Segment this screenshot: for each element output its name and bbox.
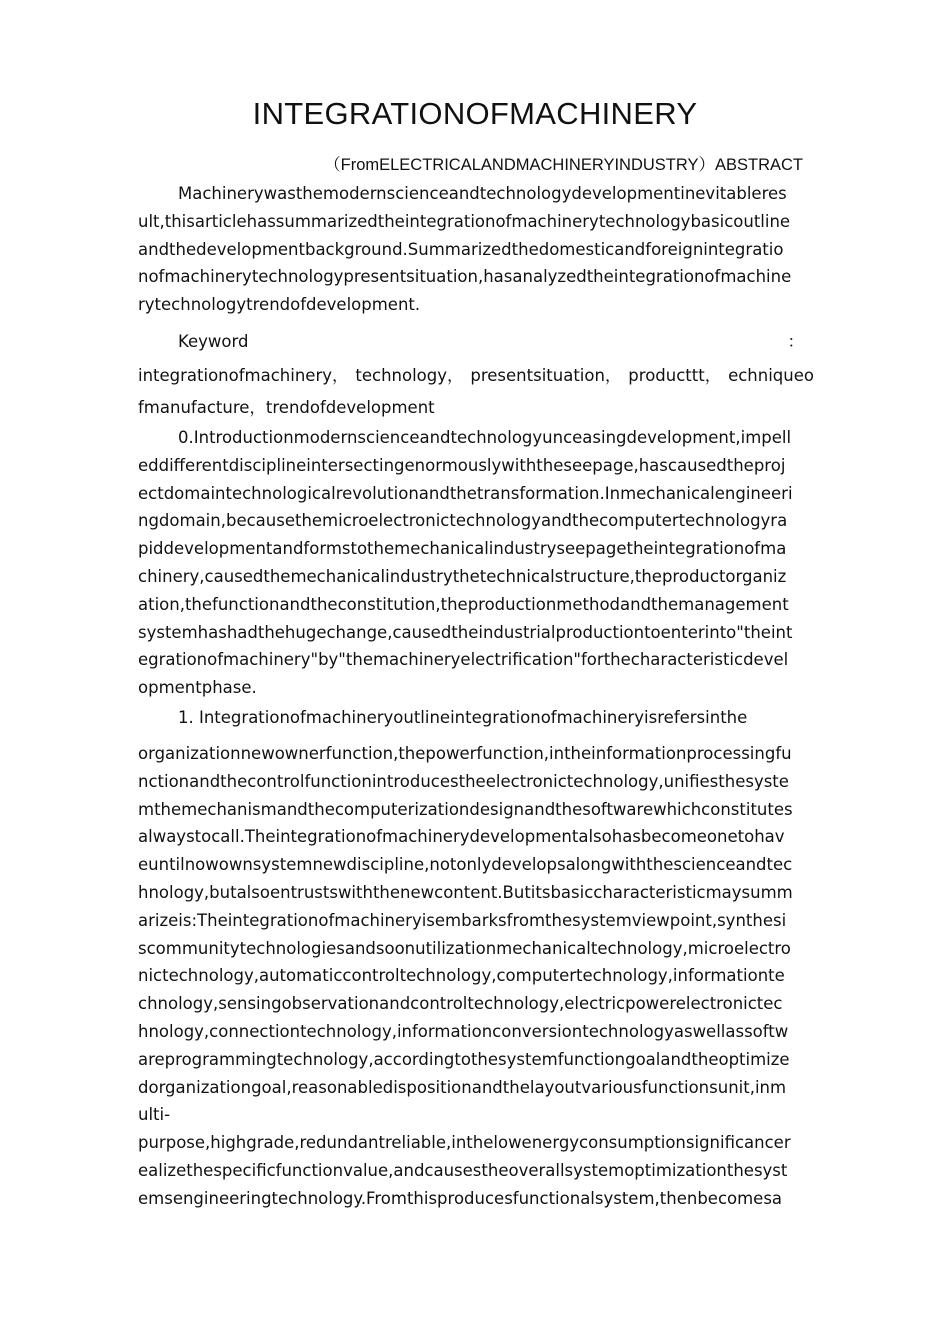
intro-line: systemhashadthehugechange,causedtheindustrialproductiontoenterinto"theint — [138, 622, 793, 642]
intro-line: egrationofmachinery"by"themachineryelectrification"forthecharacteristicdevel — [138, 650, 789, 670]
section-line: hnology,butalsoentrustswiththenewcontent.Butitsbasiccharacteristicmaysumm — [138, 882, 793, 902]
section-1-paragraph — [138, 740, 814, 1213]
keyword-item: presentsituation， — [470, 366, 622, 385]
abstract-line: rytechnologytrendofdevelopment. — [138, 295, 421, 315]
section-line: mthemechanismandthecomputerizationdesignandthesoftwarewhichconstitutes — [138, 799, 793, 819]
section-line: nctionandthecontrolfunctionintroducestheelectronictechnology,unifiesthesyste — [138, 771, 789, 791]
section-line: scommunitytechnologiesandsoonutilizationmechanicaltechnology,microelectro — [138, 938, 791, 958]
abstract-line: nofmachinerytechnologypresentsituation,hasanalyzedtheintegrationofmachine — [138, 267, 792, 287]
keyword-line — [138, 360, 814, 392]
keyword-label: Keyword — [178, 332, 249, 351]
section-line: hnology,connectiontechnology,informationconversiontechnologyaswellassoftw — [138, 1021, 789, 1041]
section-line: areprogrammingtechnology,accordingtothesystemfunctiongoalandtheoptimize — [138, 1049, 790, 1069]
abstract-line: andthedevelopmentbackground.Summarizedthedomesticandforeignintegratio — [138, 239, 784, 259]
section-line: nictechnology,automaticcontroltechnology,computertechnology,informationte — [138, 966, 785, 986]
abstract-paragraph — [138, 180, 814, 319]
section-1-heading — [138, 704, 814, 732]
section-line: dorganizationgoal,reasonabledispositionandthelayoutvariousfunctionsunit,inm — [138, 1077, 787, 1097]
abstract-line: ult,thisarticlehassummarizedtheintegrationofmachinerytechnologybasicoutline — [138, 211, 791, 231]
section-line: euntilnowownsystemnewdiscipline,notonlydevelopsalongwiththescienceandtec — [138, 855, 793, 875]
section-line: ealizethespecificfunctionvalue,andcausestheoverallsystemoptimizationthesyst — [138, 1160, 788, 1180]
section-line: emsengineeringtechnology.Fromthisproducesfunctionalsystem,thenbecomesa — [138, 1188, 783, 1208]
intro-line: chinery,causedthemechanicalindustrythetechnicalstructure,theproductorganiz — [138, 566, 787, 586]
intro-line: piddevelopmentandformstothemechanicalindustryseepagetheintegrationofma — [138, 539, 787, 559]
section-heading-line: 1. Integrationofmachineryoutlineintegrationofmachineryisrefersinthe — [178, 708, 748, 727]
section-line: purpose,highgrade,redundantreliable,inthelowenergyconsumptionsignificancer — [138, 1133, 791, 1153]
document-title: INTEGRATIONOFMACHINERY — [252, 96, 698, 131]
section-line: chnology,sensingobservationandcontroltechnology,electricpowerelectronictec — [138, 994, 783, 1014]
section-line: alwaystocall.Theintegrationofmachinerydevelopmentalsohasbecomeonetohav — [138, 827, 785, 847]
intro-line: ectdomaintechnologicalrevolutionandthetransformation.Inmechanicalengineeri — [138, 483, 793, 503]
keyword-colon: ： — [787, 332, 804, 351]
keyword-item: echniqueo — [728, 366, 814, 385]
keyword-line: fmanufacture，trendofdevelopment — [138, 398, 435, 417]
keyword-heading — [138, 328, 814, 355]
intro-line: ation,thefunctionandtheconstitution,theproductionmethodandthemanagement — [138, 594, 789, 614]
abstract-line: Machinerywasthemodernscienceandtechnologydevelopmentinevitableres — [178, 184, 787, 203]
intro-line: ngdomain,becausethemicroelectronictechnologyandthecomputertechnologyra — [138, 511, 788, 531]
intro-line: eddifferentdisciplineintersectingenormouslywiththeseepage,hascausedtheproj — [138, 455, 786, 475]
intro-line: 0.Introductionmodernscienceandtechnologyunceasingdevelopment,impell — [178, 428, 792, 447]
intro-line: opmentphase. — [138, 678, 257, 698]
section-line: arizeis:Theintegrationofmachineryisembarksfromthesystemviewpoint,synthesi — [138, 910, 787, 930]
keyword-item: integrationofmachinery， — [138, 366, 349, 385]
keyword-item: producttt， — [628, 366, 722, 385]
keyword-list — [138, 360, 814, 424]
section-line: organizationnewownerfunction,thepowerfunction,intheinformationprocessingfu — [138, 744, 792, 763]
keyword-item: technology， — [355, 366, 464, 385]
introduction-paragraph — [138, 424, 814, 702]
section-line: ulti- — [138, 1105, 171, 1125]
document-subtitle: （FromELECTRICALANDMACHINERYINDUSTRY）ABSTRACT — [324, 156, 803, 174]
